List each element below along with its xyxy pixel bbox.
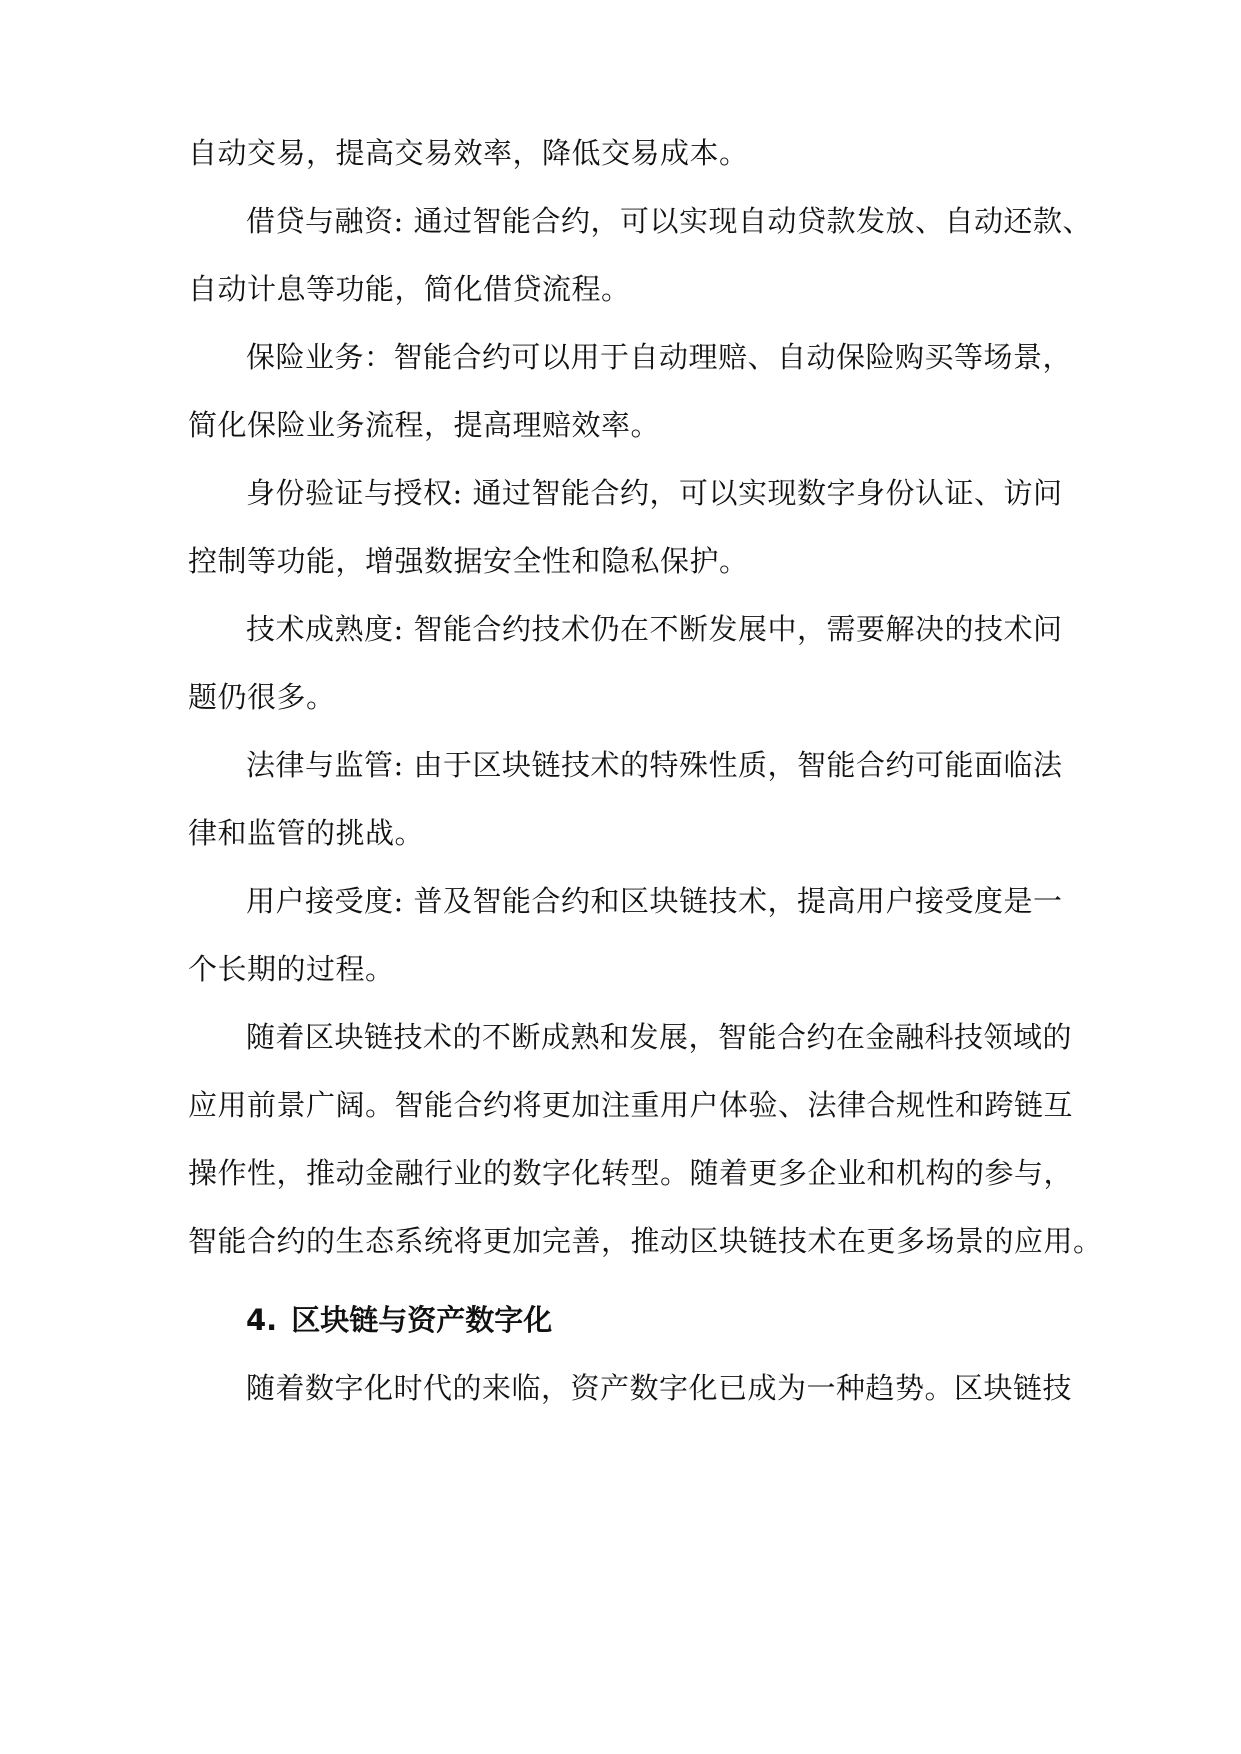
paragraph-line: 身份验证与授权: 通过智能合约，可以实现数字身份认证、访问 xyxy=(246,476,1063,510)
section-number: 4. xyxy=(246,1303,278,1337)
paragraph-line: 个长期的过程。 xyxy=(188,952,395,986)
paragraph-line: 应用前景广阔。智能合约将更加注重用户体验、法律合规性和跨链互 xyxy=(188,1088,1074,1122)
paragraph-line: 操作性，推动金融行业的数字化转型。随着更多企业和机构的参与， xyxy=(188,1156,1074,1190)
paragraph-line: 控制等功能，增强数据安全性和隐私保护。 xyxy=(188,544,749,578)
paragraph-line: 自动交易，提高交易效率，降低交易成本。 xyxy=(188,136,749,170)
paragraph-line: 技术成熟度: 智能合约技术仍在不断发展中，需要解决的技术问 xyxy=(246,612,1063,646)
paragraph-line: 简化保险业务流程，提高理赔效率。 xyxy=(188,408,661,442)
paragraph-line: 法律与监管: 由于区块链技术的特殊性质，智能合约可能面临法 xyxy=(246,748,1063,782)
paragraph-line: 题仍很多。 xyxy=(188,680,336,714)
section-title: 区块链与资产数字化 xyxy=(291,1303,553,1337)
paragraph-line: 借贷与融资: 通过智能合约，可以实现自动贷款发放、自动还款、 xyxy=(246,204,1092,238)
paragraph-line: 随着数字化时代的来临，资产数字化已成为一种趋势。区块链技 xyxy=(246,1371,1073,1405)
paragraph-line: 律和监管的挑战。 xyxy=(188,816,425,850)
section-heading xyxy=(246,1300,552,1340)
paragraph-line: 随着区块链技术的不断成熟和发展，智能合约在金融科技领域的 xyxy=(246,1020,1073,1054)
paragraph-line: 智能合约的生态系统将更加完善，推动区块链技术在更多场景的应用。 xyxy=(188,1224,1103,1258)
paragraph-line: 自动计息等功能，简化借贷流程。 xyxy=(188,272,631,306)
paragraph-line: 用户接受度: 普及智能合约和区块链技术，提高用户接受度是一 xyxy=(246,884,1063,918)
paragraph-line: 保险业务：智能合约可以用于自动理赔、自动保险购买等场景， xyxy=(246,340,1073,374)
